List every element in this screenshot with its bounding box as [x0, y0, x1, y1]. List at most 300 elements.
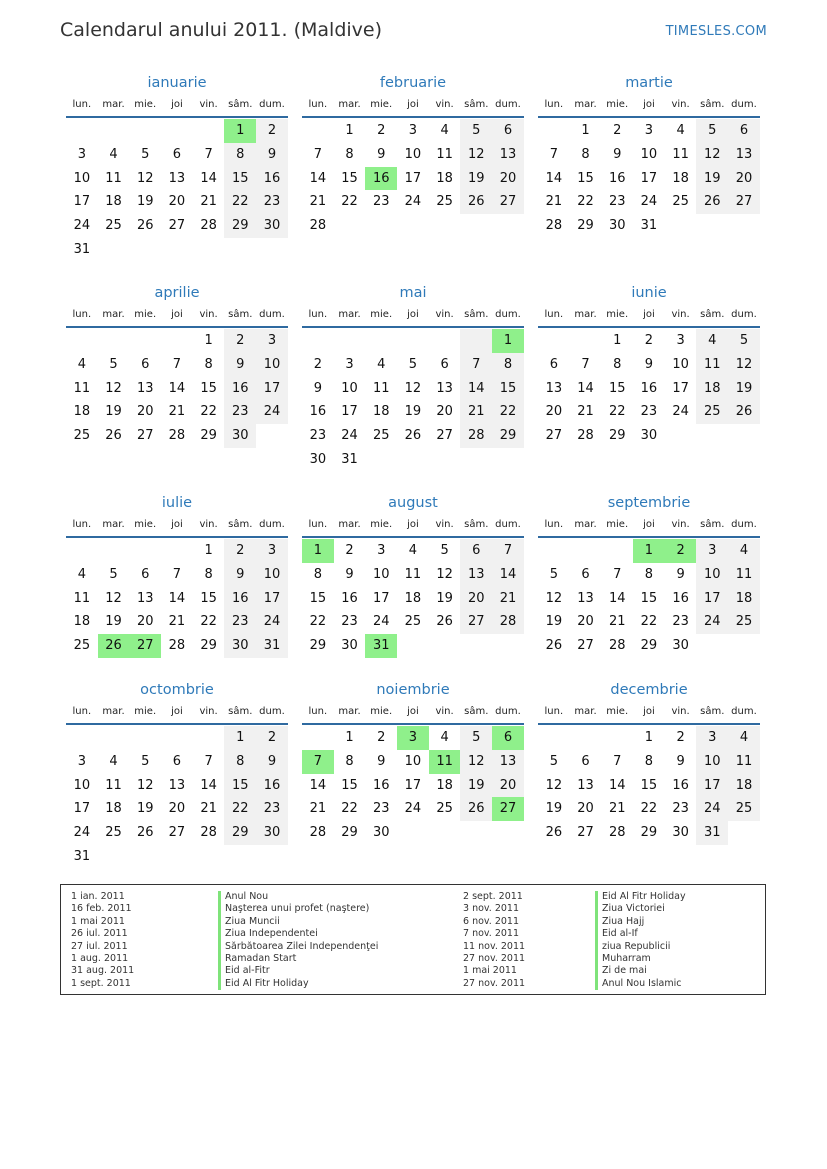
month-name: iunie [631, 285, 667, 301]
day-cell: 11 [436, 146, 453, 162]
day-cell: 21 [577, 404, 594, 420]
day-cell: 1 [302, 539, 334, 563]
day-cell: 23 [224, 400, 256, 424]
empty-cell [129, 726, 161, 750]
weekday-label: mar. [338, 519, 361, 530]
day-cell: 3 [377, 543, 386, 558]
empty-cell [696, 634, 728, 658]
day-cell: 7 [172, 356, 182, 372]
weekday-label: sâm. [464, 519, 489, 530]
day-cell: 27 [545, 428, 563, 444]
day-cell: 7 [613, 566, 622, 582]
brand-link[interactable]: TIMESLES.COM [665, 24, 767, 39]
day-cell: 5 [109, 356, 118, 372]
legend-holiday-name: Ziua Independentei [218, 928, 378, 940]
day-cell: 6 [549, 356, 558, 372]
day-cell: 16 [256, 167, 288, 191]
legend-date: 3 nov. 2011 [463, 903, 519, 915]
day-cell: 18 [728, 587, 760, 611]
weekday-label: lun. [308, 519, 328, 530]
day-cell: 23 [608, 194, 626, 210]
legend-date: 1 mai 2011 [463, 965, 517, 977]
day-cell: 21 [492, 587, 524, 611]
legend-date: 31 aug. 2011 [71, 965, 135, 977]
day-cell: 26 [105, 428, 122, 444]
day-cell: 31 [73, 241, 91, 257]
empty-cell [302, 726, 334, 750]
weekday-label: mar. [338, 309, 361, 320]
weekday-label: dum. [259, 519, 285, 530]
legend-holiday-name: Sărbătoarea Zilei Independenţei [218, 941, 378, 953]
day-cell: 18 [105, 801, 122, 817]
day-cell: 3 [77, 753, 86, 769]
day-cell: 9 [256, 750, 288, 774]
day-cell: 8 [204, 566, 213, 582]
day-cell: 12 [728, 353, 760, 377]
empty-cell [193, 845, 225, 869]
day-cell: 21 [608, 614, 626, 630]
day-cell: 26 [404, 428, 422, 444]
day-cell: 8 [224, 143, 256, 167]
day-cell: 16 [341, 590, 358, 606]
empty-cell [302, 329, 334, 353]
weekday-label: dum. [731, 99, 757, 110]
weekday-label: lun. [544, 99, 564, 110]
month-block [302, 679, 524, 866]
weekday-label: vin. [435, 99, 454, 110]
day-cell: 22 [492, 400, 524, 424]
empty-cell [570, 539, 602, 563]
legend-holiday-name: ziua Republicii [595, 941, 686, 953]
day-cell: 6 [460, 539, 492, 563]
weekday-label: mie. [134, 309, 157, 320]
day-cell: 22 [224, 190, 256, 214]
day-cell: 24 [73, 825, 91, 841]
day-cell: 4 [109, 753, 118, 769]
empty-cell [161, 329, 193, 353]
day-cell: 31 [696, 821, 728, 845]
day-cell: 25 [728, 797, 760, 821]
day-cell: 16 [672, 777, 689, 793]
legend-date: 27 iul. 2011 [71, 940, 128, 952]
day-cell: 17 [73, 801, 91, 817]
day-cell: 12 [696, 143, 728, 167]
day-cell: 31 [365, 634, 397, 658]
empty-cell [397, 214, 429, 238]
day-cell: 18 [436, 777, 453, 793]
day-cell: 20 [728, 167, 760, 191]
day-cell: 23 [640, 404, 658, 420]
legend-dates-right [463, 891, 525, 990]
day-cell: 30 [672, 825, 689, 841]
weekday-label: mie. [134, 706, 157, 717]
day-cell: 21 [200, 194, 217, 210]
day-cell: 24 [696, 797, 728, 821]
day-cell: 19 [404, 404, 422, 420]
day-cell: 5 [408, 356, 418, 372]
day-cell: 25 [105, 825, 122, 841]
day-cell: 7 [581, 356, 590, 372]
empty-cell [161, 726, 193, 750]
day-cell: 7 [204, 146, 213, 162]
empty-cell [98, 329, 130, 353]
empty-cell [728, 821, 760, 845]
day-cell: 31 [640, 218, 658, 234]
weekday-label: lun. [72, 309, 92, 320]
day-cell: 23 [224, 610, 256, 634]
day-cell: 22 [640, 614, 658, 630]
empty-cell [696, 214, 728, 238]
day-cell: 2 [613, 123, 622, 138]
day-cell: 29 [492, 424, 524, 448]
day-cell: 7 [204, 753, 213, 769]
day-cell: 15 [608, 380, 626, 396]
month-name: martie [625, 75, 673, 91]
weekday-label: dum. [495, 99, 521, 110]
day-cell: 17 [404, 170, 422, 186]
legend-holiday-name: Anul Nou [218, 891, 378, 903]
day-cell: 25 [372, 428, 390, 444]
day-cell: 24 [341, 428, 358, 444]
month-block [538, 282, 760, 492]
empty-cell [492, 821, 524, 845]
day-cell: 6 [172, 146, 182, 162]
day-cell: 27 [492, 190, 524, 214]
day-cell: 20 [168, 801, 186, 817]
month-block [302, 282, 524, 492]
day-cell: 14 [309, 170, 327, 186]
weekday-label: mar. [102, 309, 125, 320]
month-name: septembrie [607, 495, 691, 511]
day-cell: 6 [581, 566, 590, 582]
empty-cell [429, 329, 461, 353]
day-cell: 12 [545, 777, 563, 793]
day-cell: 2 [224, 329, 256, 353]
day-cell: 28 [608, 638, 626, 654]
day-cell: 2 [377, 123, 386, 138]
day-cell: 12 [545, 590, 563, 606]
legend-holiday-name: Eid al-Fitr [218, 965, 378, 977]
empty-cell [66, 726, 98, 750]
day-cell: 17 [696, 774, 728, 798]
month-name: ianuarie [147, 75, 207, 91]
day-cell: 1 [613, 333, 622, 348]
day-cell: 4 [77, 566, 86, 582]
weekday-label: sâm. [464, 99, 489, 110]
day-cell: 18 [696, 377, 728, 401]
legend-holiday-name: Ziua Hajj [595, 916, 686, 928]
day-cell: 30 [608, 218, 626, 234]
weekday-header [302, 514, 524, 538]
day-cell: 20 [577, 614, 594, 630]
day-cell: 14 [309, 777, 327, 793]
month-block [538, 679, 760, 866]
empty-cell [601, 726, 633, 750]
legend-date: 2 sept. 2011 [463, 891, 523, 902]
empty-cell [129, 539, 161, 563]
weekday-label: joi [171, 706, 183, 717]
day-cell: 30 [224, 634, 256, 658]
day-cell: 11 [429, 750, 461, 774]
weekday-label: mar. [338, 99, 361, 110]
day-cell: 4 [728, 539, 760, 563]
day-cell: 30 [309, 451, 327, 467]
day-cell: 15 [640, 777, 658, 793]
day-cell: 7 [172, 566, 182, 582]
weekday-label: lun. [544, 706, 564, 717]
day-cell: 1 [204, 543, 213, 558]
legend-names-left [218, 891, 378, 990]
day-cell: 6 [492, 726, 524, 750]
day-cell: 3 [256, 539, 288, 563]
day-cell: 28 [608, 825, 626, 841]
empty-cell [66, 539, 98, 563]
day-cell: 13 [136, 380, 154, 396]
day-cell: 14 [545, 170, 563, 186]
empty-cell [256, 238, 288, 262]
day-cell: 12 [105, 590, 122, 606]
weekday-label: mar. [338, 706, 361, 717]
day-cell: 18 [728, 774, 760, 798]
day-cell: 24 [404, 194, 422, 210]
day-cell: 3 [676, 333, 685, 348]
day-cell: 23 [341, 614, 358, 630]
day-cell: 3 [397, 726, 429, 750]
weekday-label: sâm. [464, 309, 489, 320]
month-name: octombrie [140, 682, 214, 698]
weekday-header [538, 94, 760, 118]
weekday-label: vin. [199, 309, 218, 320]
legend-holiday-name: Naşterea unui profet (naştere) [218, 903, 378, 915]
day-cell: 7 [313, 146, 322, 162]
day-cell: 25 [436, 194, 453, 210]
day-cell: 15 [577, 170, 594, 186]
day-cell: 19 [136, 801, 154, 817]
day-cell: 28 [309, 825, 327, 841]
day-cell: 20 [492, 167, 524, 191]
day-cell: 22 [640, 801, 658, 817]
day-cell: 4 [109, 146, 118, 162]
day-cell: 25 [404, 614, 422, 630]
day-cell: 6 [141, 356, 150, 372]
weekday-label: vin. [199, 99, 218, 110]
weekday-label: mar. [102, 706, 125, 717]
day-cell: 5 [728, 329, 760, 353]
day-cell: 10 [696, 563, 728, 587]
day-cell: 30 [256, 214, 288, 238]
day-cell: 8 [313, 566, 322, 582]
weekday-label: mar. [102, 519, 125, 530]
legend-holiday-name: Eid Al Fitr Holiday [218, 978, 378, 990]
empty-cell [365, 329, 397, 353]
day-cell: 17 [696, 587, 728, 611]
day-cell: 7 [492, 539, 524, 563]
weekday-label: sâm. [700, 519, 725, 530]
weekday-label: joi [643, 519, 655, 530]
day-cell: 29 [640, 638, 658, 654]
day-cell: 28 [200, 218, 217, 234]
day-cell: 2 [665, 539, 697, 563]
day-cell: 21 [545, 194, 563, 210]
weekday-label: dum. [495, 309, 521, 320]
weekday-label: lun. [72, 519, 92, 530]
weekday-label: mie. [370, 519, 393, 530]
day-grid [538, 328, 760, 448]
day-cell: 5 [141, 146, 150, 162]
weekday-label: sâm. [228, 99, 253, 110]
empty-cell [492, 634, 524, 658]
legend-holiday-name: Ziua Victoriei [595, 903, 686, 915]
weekday-label: sâm. [700, 99, 725, 110]
day-cell: 12 [436, 566, 453, 582]
empty-cell [492, 448, 524, 472]
day-cell: 27 [136, 428, 154, 444]
day-cell: 25 [728, 610, 760, 634]
day-cell: 26 [460, 797, 492, 821]
empty-cell [98, 726, 130, 750]
day-cell: 17 [73, 194, 91, 210]
day-cell: 19 [105, 404, 122, 420]
day-cell: 4 [728, 726, 760, 750]
weekday-label: joi [407, 706, 419, 717]
empty-cell [728, 214, 760, 238]
day-cell: 13 [460, 563, 492, 587]
legend-holiday-name: Anul Nou Islamic [595, 978, 686, 990]
day-cell: 11 [404, 566, 422, 582]
day-cell: 14 [168, 380, 186, 396]
day-cell: 29 [608, 428, 626, 444]
empty-cell [193, 238, 225, 262]
month-name: august [388, 495, 438, 511]
day-cell: 20 [545, 404, 563, 420]
day-cell: 29 [341, 825, 358, 841]
weekday-label: mar. [574, 309, 597, 320]
day-cell: 27 [577, 638, 594, 654]
weekday-label: lun. [308, 99, 328, 110]
day-cell: 9 [676, 566, 685, 582]
day-cell: 15 [309, 590, 327, 606]
day-cell: 31 [256, 634, 288, 658]
empty-cell [129, 238, 161, 262]
day-cell: 3 [256, 329, 288, 353]
day-cell: 25 [73, 638, 91, 654]
empty-cell [193, 119, 225, 143]
day-cell: 31 [341, 451, 358, 467]
day-cell: 6 [492, 119, 524, 143]
day-grid [302, 328, 524, 472]
legend-holiday-name: Ramadan Start [218, 953, 378, 965]
day-cell: 13 [436, 380, 453, 396]
day-grid [302, 118, 524, 238]
day-cell: 22 [200, 404, 217, 420]
day-cell: 3 [345, 356, 354, 372]
day-cell: 21 [608, 801, 626, 817]
weekday-label: vin. [435, 706, 454, 717]
day-cell: 15 [492, 377, 524, 401]
day-cell: 15 [341, 170, 358, 186]
empty-cell [538, 329, 570, 353]
weekday-label: mie. [370, 99, 393, 110]
day-cell: 3 [408, 123, 418, 138]
day-cell: 22 [224, 797, 256, 821]
day-cell: 15 [200, 590, 217, 606]
day-cell: 16 [224, 377, 256, 401]
day-cell: 15 [224, 774, 256, 798]
day-cell: 9 [224, 353, 256, 377]
day-cell: 9 [644, 356, 654, 372]
day-cell: 10 [672, 356, 689, 372]
day-cell: 15 [640, 590, 658, 606]
day-cell: 27 [129, 634, 161, 658]
empty-cell [161, 238, 193, 262]
day-cell: 31 [73, 848, 91, 864]
day-cell: 17 [372, 590, 390, 606]
weekday-label: lun. [72, 99, 92, 110]
legend-dates-left [71, 891, 134, 990]
day-cell: 1 [204, 333, 213, 348]
day-cell: 3 [77, 146, 86, 162]
legend-date: 1 mai 2011 [71, 915, 125, 927]
day-cell: 16 [309, 404, 327, 420]
day-cell: 24 [73, 218, 91, 234]
weekday-label: joi [171, 309, 183, 320]
day-cell: 16 [365, 167, 397, 191]
weekday-header [66, 304, 288, 328]
weekday-label: vin. [671, 309, 690, 320]
weekday-label: mie. [606, 99, 629, 110]
weekday-label: sâm. [700, 309, 725, 320]
day-cell: 22 [341, 194, 358, 210]
day-cell: 23 [372, 194, 390, 210]
day-grid [66, 328, 288, 448]
day-cell: 21 [309, 801, 327, 817]
empty-cell [397, 329, 429, 353]
day-cell: 18 [105, 194, 122, 210]
month-block [302, 492, 524, 679]
day-cell: 29 [577, 218, 594, 234]
day-cell: 14 [200, 170, 217, 186]
day-cell: 17 [672, 380, 689, 396]
month-block [66, 282, 288, 492]
day-cell: 29 [224, 214, 256, 238]
empty-cell [193, 726, 225, 750]
day-cell: 27 [728, 190, 760, 214]
day-cell: 23 [672, 614, 689, 630]
legend-date: 1 aug. 2011 [71, 952, 129, 964]
day-cell: 2 [676, 730, 685, 745]
day-cell: 11 [728, 750, 760, 774]
empty-cell [129, 845, 161, 869]
day-cell: 18 [436, 170, 453, 186]
day-cell: 26 [136, 218, 154, 234]
weekday-label: mar. [574, 706, 597, 717]
day-cell: 8 [581, 146, 590, 162]
day-cell: 6 [172, 753, 182, 769]
day-cell: 13 [136, 590, 154, 606]
day-cell: 19 [136, 194, 154, 210]
legend-date: 1 sept. 2011 [71, 977, 131, 989]
holiday-legend [60, 884, 766, 995]
day-cell: 5 [549, 753, 558, 769]
day-cell: 30 [256, 821, 288, 845]
weekday-label: mie. [606, 309, 629, 320]
day-cell: 5 [549, 566, 558, 582]
day-cell: 21 [309, 194, 327, 210]
day-cell: 2 [313, 356, 322, 372]
page-title: Calendarul anului 2011. (Maldive) [60, 19, 383, 41]
day-cell: 17 [256, 587, 288, 611]
empty-cell [224, 238, 256, 262]
